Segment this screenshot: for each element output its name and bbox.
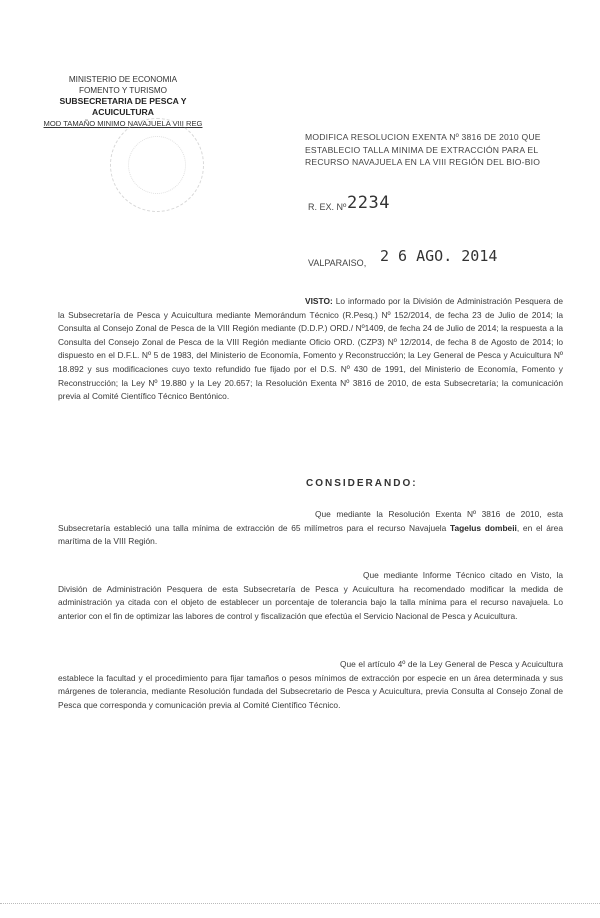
visto-text: Lo informado por la División de Administración Pesquera de la Subsecretaría de Pesca y Acuicultura mediante Memorándum Técnico (R.Pesq.) Nº 152/2014, de fecha 23 de Julio de 2014; la Consulta al Consejo Zonal de Pesca de la VIII Región mediante (D.D.P.) ORD./ Nº1409, de fecha 24 de Julio de 2014; la respuesta a la Consulta del Consejo Zonal de Pesca de la VIII Región mediante Oficio ORD. (CZP3) Nº 12/2014, de fecha 8 de Agosto de 2014; lo dispuesto en el D.F.L. Nº 5 de 1983, del Ministerio de Economía, Fomento y Reconstrucción; la Ley General de Pesca y Acuicultura Nº 18.892 y sus modificaciones cuyo texto refundido fue fijado por el D.S. Nº 430 de 1991, del Ministerio de Economía, Fomento y Reconstrucción; la Ley Nº 19.880 y la Ley 20.657; la Resolución Exenta Nº 3816 de 2010, de esta Subsecretaría; la comunicación previa al Comité Científico Técnico Bentónico.: [58, 296, 564, 402]
ministry-subtitle: FOMENTO Y TURISMO: [78, 86, 168, 95]
visto-paragraph: [58, 295, 563, 404]
resolution-number: 2234: [347, 193, 390, 213]
visto-lead: VISTO:: [305, 296, 333, 306]
official-seal-inner-ring: [128, 136, 186, 194]
resolution-date: 2 6 AGO. 2014: [380, 247, 498, 265]
place-label: VALPARAISO,: [308, 258, 367, 268]
letterhead: [28, 74, 218, 129]
p1-text-after: , en el área marítima de la VIII Región.: [58, 522, 563, 547]
species-name: Tagelus dombeii: [450, 522, 517, 533]
considerando-paragraph-3: Que el artículo 4º de la Ley General de Pesca y Acuicultura establece la facultad y el procedimiento para fijar tamaños o pesos mínimos de extracción por especie en un área determinada y sus márgenes de tolerancia, mediante Resolución fundada del Subsecretario de Pesca y Acuicultura, previa Consulta al Consejo Zonal de Pesca que corresponda y comunicación previa al Comité Científico Técnico.: [58, 659, 563, 710]
considerando-paragraph-1: [58, 508, 563, 549]
p1-text-before: Que mediante la Resolución Exenta Nº 3816 de 2010, esta Subsecretaría estableció una talla mínima de extracción de 65 milímetros para el recurso Navajuela: [58, 509, 563, 533]
resolution-number-label: R. EX. Nº: [308, 202, 347, 212]
document-reference: MOD TAMAÑO MINIMO NAVAJUELA VIII REG: [43, 119, 203, 128]
resolution-subject: MODIFICA RESOLUCION EXENTA Nº 3816 DE 2010 QUE ESTABLECIO TALLA MINIMA DE EXTRACCIÓN PARA EL RECURSO NAVAJUELA EN LA VIII REGIÓN DEL BIO-BIO: [305, 132, 541, 167]
considerando-heading: CONSIDERANDO:: [306, 478, 418, 489]
ministry-name: MINISTERIO DE ECONOMIA: [68, 75, 178, 84]
considerando-paragraph-2: Que mediante Informe Técnico citado en Visto, la División de Administración Pesquera de esta Subsecretaría de Pesca y Acuicultura ha recomendado modificar la medida de administración ya citada con el objeto de establecer un porcentaje de tolerancia bajo la talla mínima para el recurso navajuela. Lo anterior con el fin de optimizar las labores de control y fiscalización que efectúa el Servicio Nacional de Pesca y Acuicultura.: [58, 570, 563, 621]
page-bottom-edge: [0, 903, 600, 904]
undersecretariat-name: SUBSECRETARIA DE PESCA Y ACUICULTURA: [59, 96, 187, 117]
